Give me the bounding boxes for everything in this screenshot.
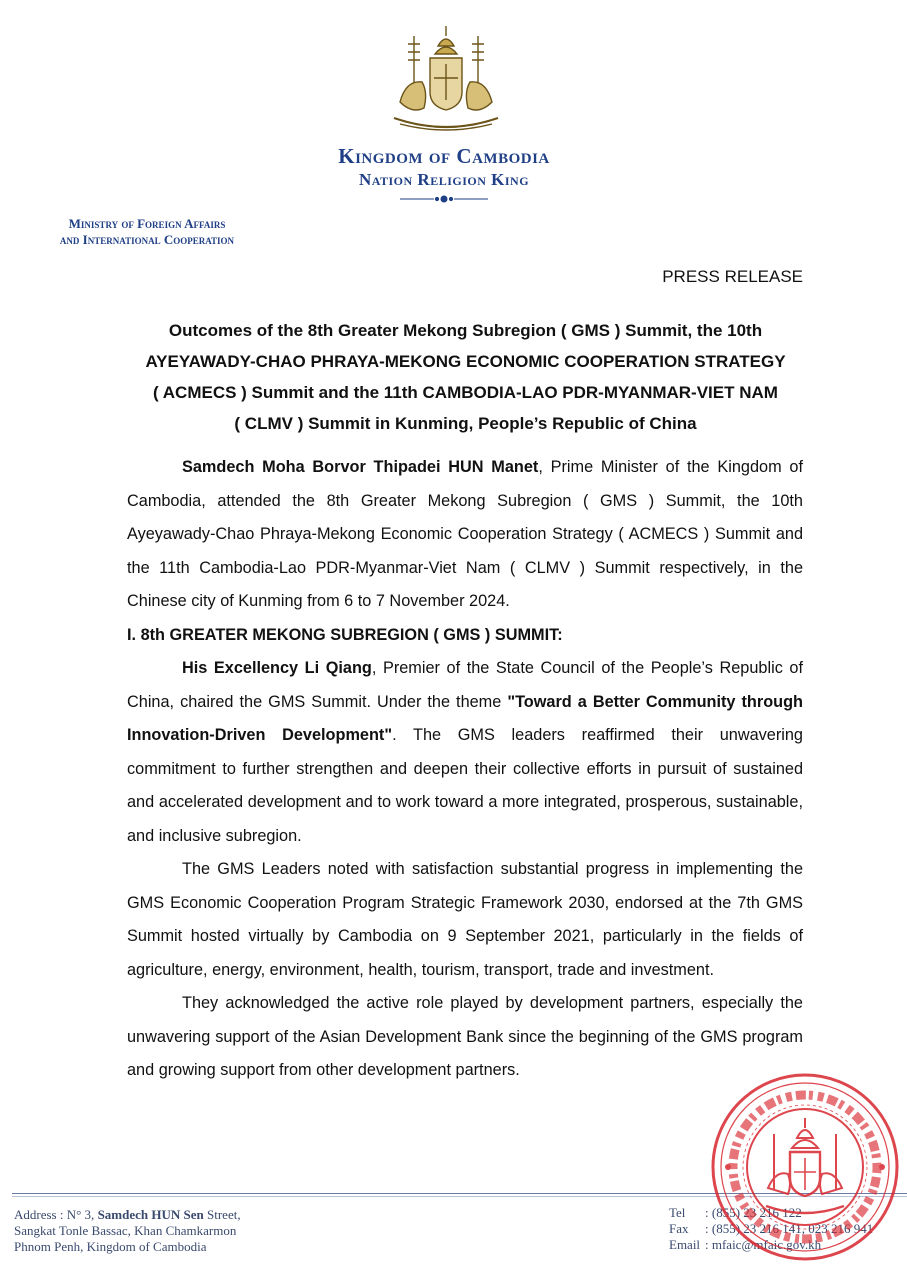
document-body (127, 451, 803, 1088)
ornament-divider-icon (398, 192, 490, 206)
paragraph-1 (127, 451, 803, 619)
email-value: : mfaic@mfaic.gov.kh (705, 1237, 822, 1252)
footer-address (14, 1207, 241, 1255)
title-line: AYEYAWADY-CHAO PHRAYA-MEKONG ECONOMIC COOPERATION STRATEGY (145, 352, 786, 371)
title-line: ( CLMV ) Summit in Kunming, People’s Republic of China (234, 414, 697, 433)
premier-name: His Excellency Li Qiang (182, 659, 372, 677)
fax-label: Fax (669, 1221, 689, 1236)
paragraph-3: The GMS Leaders noted with satisfaction substantial progress in implementing the GMS Economic Cooperation Program Strategic Framework 2030, endorsed at the 7th GMS Summit hosted virtually by Cambodia on 9 September 2021, particularly in the fields of agriculture, energy, environment, health, tourism, transport, trade and investment. (127, 860, 803, 979)
email-label: Email (669, 1237, 701, 1252)
paragraph-2-text-a: , Premier of the State Council of the People’s Republic of China, chaired the GMS Summit. Under the theme (127, 659, 803, 711)
fax-value: : (855) 23 216 141, 023 216 941 (705, 1221, 874, 1236)
ministry-name (12, 216, 282, 248)
ministry-line-2: and International Cooperation (59, 232, 235, 247)
national-motto: Nation Religion King (358, 170, 530, 189)
paragraph-2-text-b: . The GMS leaders reaffirmed their unwavering commitment to further strengthen and deepen their collective efforts in pursuit of sustained and accelerated development and to work toward a more integrated, prosperous, sustainable, and inclusive subregion. (127, 726, 803, 845)
address-line-2: Sangkat Tonle Bassac, Khan Chamkarmon (14, 1223, 237, 1238)
ministry-line-1: Ministry of Foreign Affairs (68, 216, 226, 231)
paragraph-1-text: , Prime Minister of the Kingdom of Cambodia, attended the 8th Greater Mekong Subregion ( GMS ) Summit, the 10th Ayeyawady-Chao Phraya-Mekong Economic Cooperation Strategy ( ACMECS ) Summit and the 11th Cambodia-Lao PDR-Myanmar-Viet Nam ( CLMV ) Summit respectively, in the Chinese city of Kunming from 6 to 7 November 2024. (127, 458, 803, 610)
title-line: ( ACMECS ) Summit and the 11th CAMBODIA-LAO PDR-MYANMAR-VIET NAM (153, 383, 778, 402)
paragraph-4: They acknowledged the active role played by development partners, especially the unwavering support of the Asian Development Bank since the beginning of the GMS program and growing support from other development partners. (127, 994, 803, 1079)
pm-name: Samdech Moha Borvor Thipadei HUN Manet (182, 458, 539, 476)
summit-theme: "Toward a Better Community through Innovation-Driven Development" (127, 692, 803, 744)
paragraph-2 (127, 652, 803, 853)
tel-label: Tel (669, 1205, 686, 1220)
address-street-name: Samdech HUN Sen (97, 1207, 204, 1222)
royal-arms-emblem-icon (386, 22, 506, 134)
address-line-1 (14, 1207, 241, 1223)
official-seal-stamp-icon (708, 1070, 902, 1264)
kingdom-title: Kingdom of Cambodia (338, 144, 550, 168)
tel-value: : (855) 23 216 122 (705, 1205, 802, 1220)
section-heading-1: I. 8th GREATER MEKONG SUBREGION ( GMS ) SUMMIT: (127, 625, 563, 644)
address-prefix: Address : N° 3, (14, 1207, 98, 1222)
document-title (128, 315, 803, 439)
title-line: Outcomes of the 8th Greater Mekong Subregion ( GMS ) Summit, the 10th (168, 321, 763, 340)
address-line-3: Phnom Penh, Kingdom of Cambodia (14, 1239, 207, 1254)
address-suffix: Street, (203, 1207, 241, 1222)
press-release-label: PRESS RELEASE (662, 267, 803, 286)
